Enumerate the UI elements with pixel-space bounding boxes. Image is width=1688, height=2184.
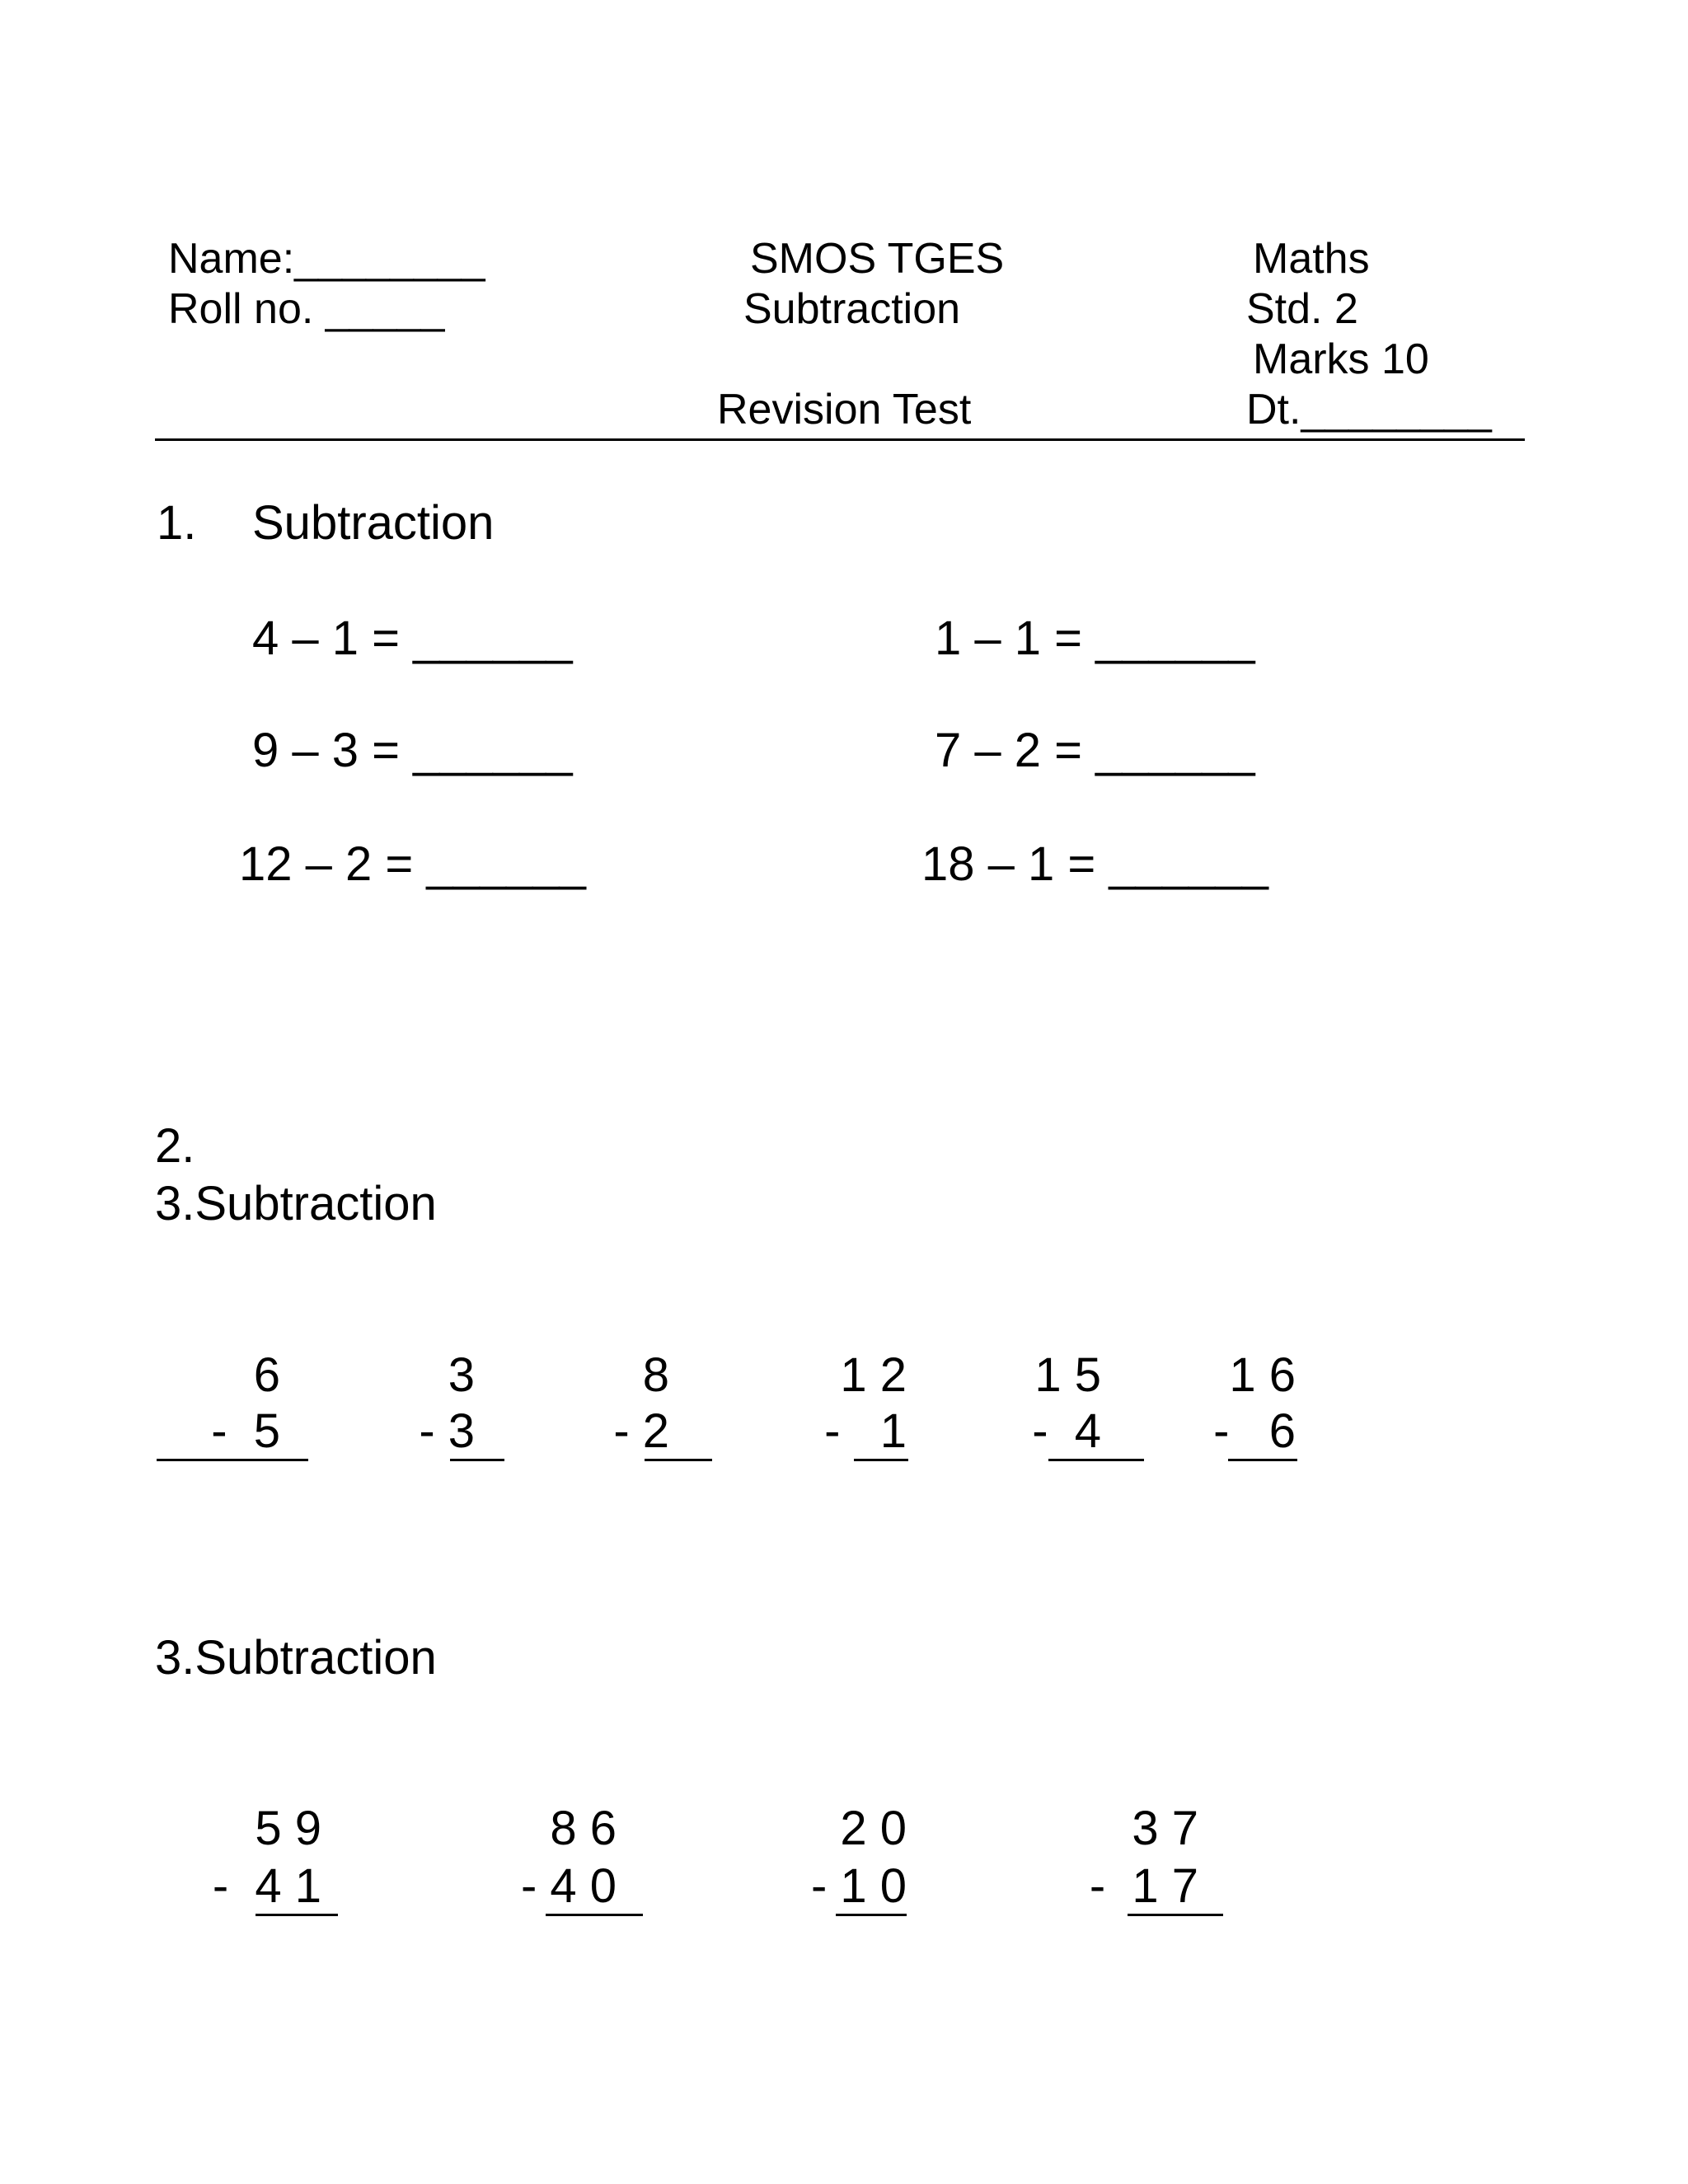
problem-18-minus-1[interactable]: 18 – 1 = ______ xyxy=(921,837,1268,891)
column-problem-top: 6 xyxy=(253,1348,280,1402)
column-problem-top: 3 7 xyxy=(1132,1802,1198,1855)
column-problem-bottom[interactable]: - 4 xyxy=(1032,1404,1101,1458)
section-1-number: 1. xyxy=(157,496,197,550)
answer-underline xyxy=(256,1914,338,1916)
name-field[interactable]: Name:________ xyxy=(168,235,485,283)
answer-underline xyxy=(546,1914,643,1916)
problem-7-minus-2[interactable]: 7 – 2 = ______ xyxy=(935,724,1255,777)
section-2-number: 2. xyxy=(155,1119,195,1173)
roll-number-field[interactable]: Roll no. _____ xyxy=(168,285,445,333)
problem-4-minus-1[interactable]: 4 – 1 = ______ xyxy=(252,612,573,665)
column-problem-bottom[interactable]: - 6 xyxy=(1213,1404,1296,1458)
column-problem-top: 2 0 xyxy=(840,1802,907,1855)
answer-underline xyxy=(1048,1459,1144,1461)
column-problem-bottom[interactable]: - 1 7 xyxy=(1089,1859,1198,1913)
problem-12-minus-2[interactable]: 12 – 2 = ______ xyxy=(239,837,586,891)
subject-label: Maths xyxy=(1253,235,1370,283)
column-problem-bottom[interactable]: - 2 xyxy=(613,1404,669,1458)
column-problem-bottom[interactable]: - 1 0 xyxy=(810,1859,907,1913)
column-problem-top: 5 9 xyxy=(255,1802,321,1855)
answer-underline xyxy=(645,1459,712,1461)
answer-underline xyxy=(1128,1914,1223,1916)
column-problem-bottom[interactable]: - 5 xyxy=(211,1404,280,1458)
standard-label: Std. 2 xyxy=(1246,285,1358,333)
column-problem-top: 1 2 xyxy=(840,1348,907,1402)
column-problem-bottom[interactable]: - 4 1 xyxy=(212,1859,321,1913)
topic-title: Subtraction xyxy=(743,285,961,333)
section-2-title: 3.Subtraction xyxy=(155,1177,437,1230)
column-problem-top: 8 6 xyxy=(550,1802,617,1855)
header-divider xyxy=(155,438,1525,441)
date-field[interactable]: Dt.________ xyxy=(1246,386,1492,434)
problem-9-minus-3[interactable]: 9 – 3 = ______ xyxy=(252,724,573,777)
answer-underline xyxy=(836,1914,907,1916)
answer-underline xyxy=(157,1459,308,1461)
column-problem-top: 1 5 xyxy=(1034,1348,1101,1402)
marks-label: Marks 10 xyxy=(1253,335,1429,383)
column-problem-bottom[interactable]: - 4 0 xyxy=(520,1859,617,1913)
test-type: Revision Test xyxy=(717,386,972,434)
column-problem-bottom[interactable]: - 3 xyxy=(419,1404,475,1458)
answer-underline xyxy=(450,1459,504,1461)
school-name: SMOS TGES xyxy=(750,235,1005,283)
answer-underline xyxy=(854,1459,908,1461)
answer-underline xyxy=(1228,1459,1297,1461)
column-problem-top: 8 xyxy=(642,1348,669,1402)
problem-1-minus-1[interactable]: 1 – 1 = ______ xyxy=(935,612,1255,665)
section-1-title: Subtraction xyxy=(252,496,495,550)
column-problem-top: 3 xyxy=(448,1348,475,1402)
column-problem-top: 1 6 xyxy=(1229,1348,1296,1402)
section-3-title: 3.Subtraction xyxy=(155,1631,437,1685)
column-problem-bottom[interactable]: - 1 xyxy=(824,1404,907,1458)
